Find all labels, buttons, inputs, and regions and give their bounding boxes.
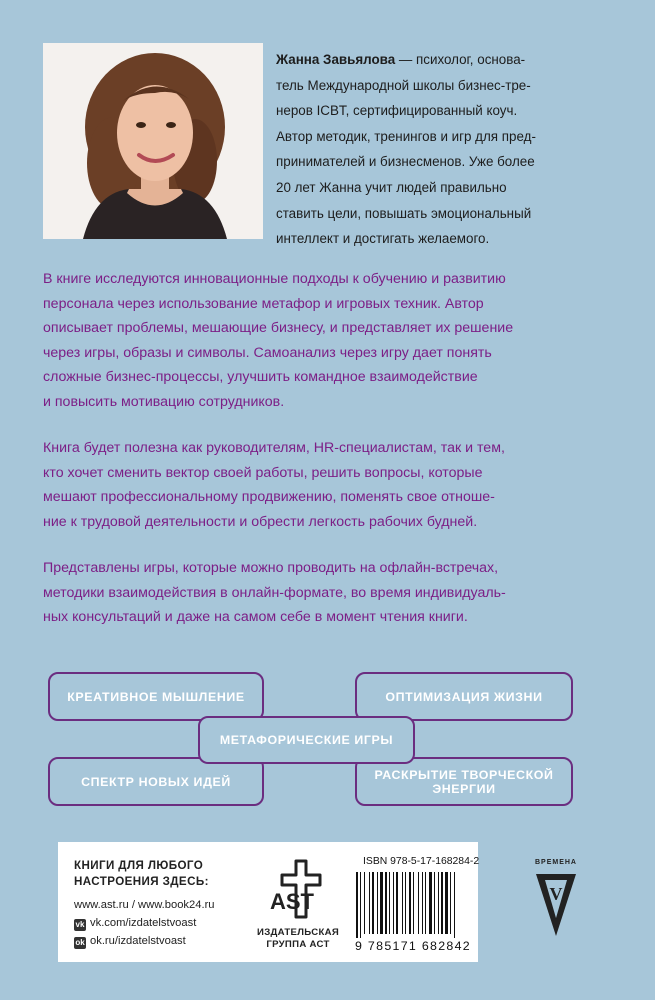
isbn-label: ISBN 978-5-17-168284-2 — [363, 856, 480, 867]
barcode-digits: 9 785171 682842 — [355, 939, 471, 953]
bio-line: неров ICBT, сертифицированный коуч. — [276, 103, 518, 119]
bio-line: Автор методик, тренингов и игр для пред- — [276, 128, 536, 144]
barcode-bar — [429, 872, 432, 934]
description-line: сложные бизнес-процессы, улучшить командное взаимодействие — [43, 369, 478, 386]
tag-label: СПЕКТР НОВЫХ ИДЕЙ — [81, 774, 231, 789]
ast-logo-text: AST — [270, 889, 314, 914]
headline-line: КНИГИ ДЛЯ ЛЮБОГО — [74, 859, 204, 872]
description-line: Представлены игры, которые можно проводить на офлайн-встречах, — [43, 560, 499, 576]
vremena-logo-icon — [532, 852, 580, 940]
bio-line: принимателей и бизнесменов. Уже более — [276, 154, 535, 170]
tag-idea-spectrum — [48, 757, 264, 806]
bio-line: тель Международной школы бизнес-тре- — [276, 77, 531, 93]
description-line: Книга будет полезна как руководителям, HR-специалистам, так и тем, — [43, 440, 505, 456]
barcode-bar — [360, 872, 361, 938]
vk-link[interactable]: vk.com/izdatelstvoast — [90, 917, 197, 929]
tag-label: МЕТАФОРИЧЕСКИЕ ИГРЫ — [219, 733, 394, 747]
ok-link[interactable]: ok.ru/izdatelstvoast — [90, 935, 186, 947]
barcode-bar — [372, 872, 374, 934]
headline-line: НАСТРОЕНИЯ ЗДЕСЬ: — [74, 875, 209, 888]
bio-line: ставить цели, повышать эмоциональный — [276, 205, 532, 221]
tag-label-line: ЭНЕРГИИ — [432, 781, 496, 796]
description-paragraph-1 — [43, 267, 620, 415]
ok-icon: ok — [75, 938, 85, 947]
barcode-bar — [445, 872, 448, 934]
barcode-bar — [393, 872, 394, 934]
vk-icon: vk — [75, 920, 85, 929]
barcode-bar — [364, 872, 365, 934]
tag-life-optimization — [355, 672, 573, 721]
tag-label: КРЕАТИВНОЕ МЫШЛЕНИЕ — [67, 689, 245, 704]
barcode-bar — [369, 872, 370, 934]
description-line: и повысить мотивацию сотрудников. — [43, 393, 285, 410]
publisher-websites[interactable]: www.ast.ru / www.book24.ru — [74, 899, 215, 911]
tag-label — [374, 768, 553, 796]
barcode-bar — [425, 872, 426, 934]
barcode-bar — [356, 872, 358, 938]
barcode-bar — [409, 872, 411, 934]
description-paragraph-3 — [43, 556, 620, 630]
barcode-bar — [413, 872, 414, 934]
description-line: кто хочет сменить вектор своей работы, решить вопросы, которые — [43, 464, 483, 481]
barcode-bar — [418, 872, 419, 934]
bio-line: — психолог, основа- — [395, 52, 526, 67]
tag-metaphoric-games — [198, 716, 415, 764]
description-line: мешают профессиональному продвижению, поменять свое отноше- — [43, 489, 495, 506]
bio-line: 20 лет Жанна учит людей правильно — [276, 179, 507, 195]
author-photo — [43, 43, 263, 239]
barcode-bar — [422, 872, 423, 934]
vremena-logo-text: ВРЕМЕНА — [534, 859, 578, 866]
description-line: ных консультаций и даже на самом себе в момент чтения книги. — [43, 609, 468, 626]
description-line: В книге исследуются инновационные подходы к обучению и развитию — [43, 271, 506, 287]
description-line: через игры, образы и символы. Самоанализ через игру дает понять — [43, 344, 492, 361]
caption-line: ГРУППА АСТ — [266, 939, 330, 950]
barcode-bar — [450, 872, 451, 934]
description-line: методики взаимодействия в онлайн-формате, во время индивидуаль- — [43, 584, 506, 601]
description-line: описывает проблемы, мешающие бизнесу, и представляет их решение — [43, 320, 514, 337]
barcode-icon — [354, 872, 476, 938]
publisher-headline — [74, 858, 244, 890]
tag-creative-energy — [355, 757, 573, 806]
barcode-bar — [380, 872, 383, 934]
description-paragraph-2 — [43, 436, 620, 534]
bio-line: интеллект и достигать желаемого. — [276, 231, 490, 247]
author-bio — [276, 47, 621, 252]
barcode-bar — [441, 872, 443, 934]
description-line: персонала через использование метафор и игровых техник. Автор — [43, 295, 484, 312]
barcode-bar — [385, 872, 387, 934]
description-line: ние к трудовой деятельности и обрести легкость рабочих будней. — [43, 513, 478, 530]
caption-line: ИЗДАТЕЛЬСКАЯ — [257, 927, 340, 938]
tag-label-line: РАСКРЫТИЕ ТВОРЧЕСКОЙ — [374, 767, 554, 782]
barcode-bar — [389, 872, 390, 934]
barcode-bar — [438, 872, 439, 934]
tag-label: ОПТИМИЗАЦИЯ ЖИЗНИ — [385, 689, 543, 704]
barcode-bar — [434, 872, 435, 934]
ast-logo-icon — [266, 857, 330, 923]
barcode-bar — [402, 872, 403, 934]
publisher-caption — [257, 927, 339, 951]
barcode-bar — [396, 872, 398, 934]
vremena-logo-letter: V — [549, 884, 563, 904]
author-name: Жанна Завьялова — [276, 52, 396, 67]
barcode-bar — [454, 872, 455, 938]
author-portrait-illustration — [43, 43, 263, 239]
barcode-bar — [405, 872, 406, 934]
tag-creative-thinking — [48, 672, 264, 721]
publisher-info-box — [58, 842, 478, 962]
barcode-bar — [377, 872, 378, 934]
